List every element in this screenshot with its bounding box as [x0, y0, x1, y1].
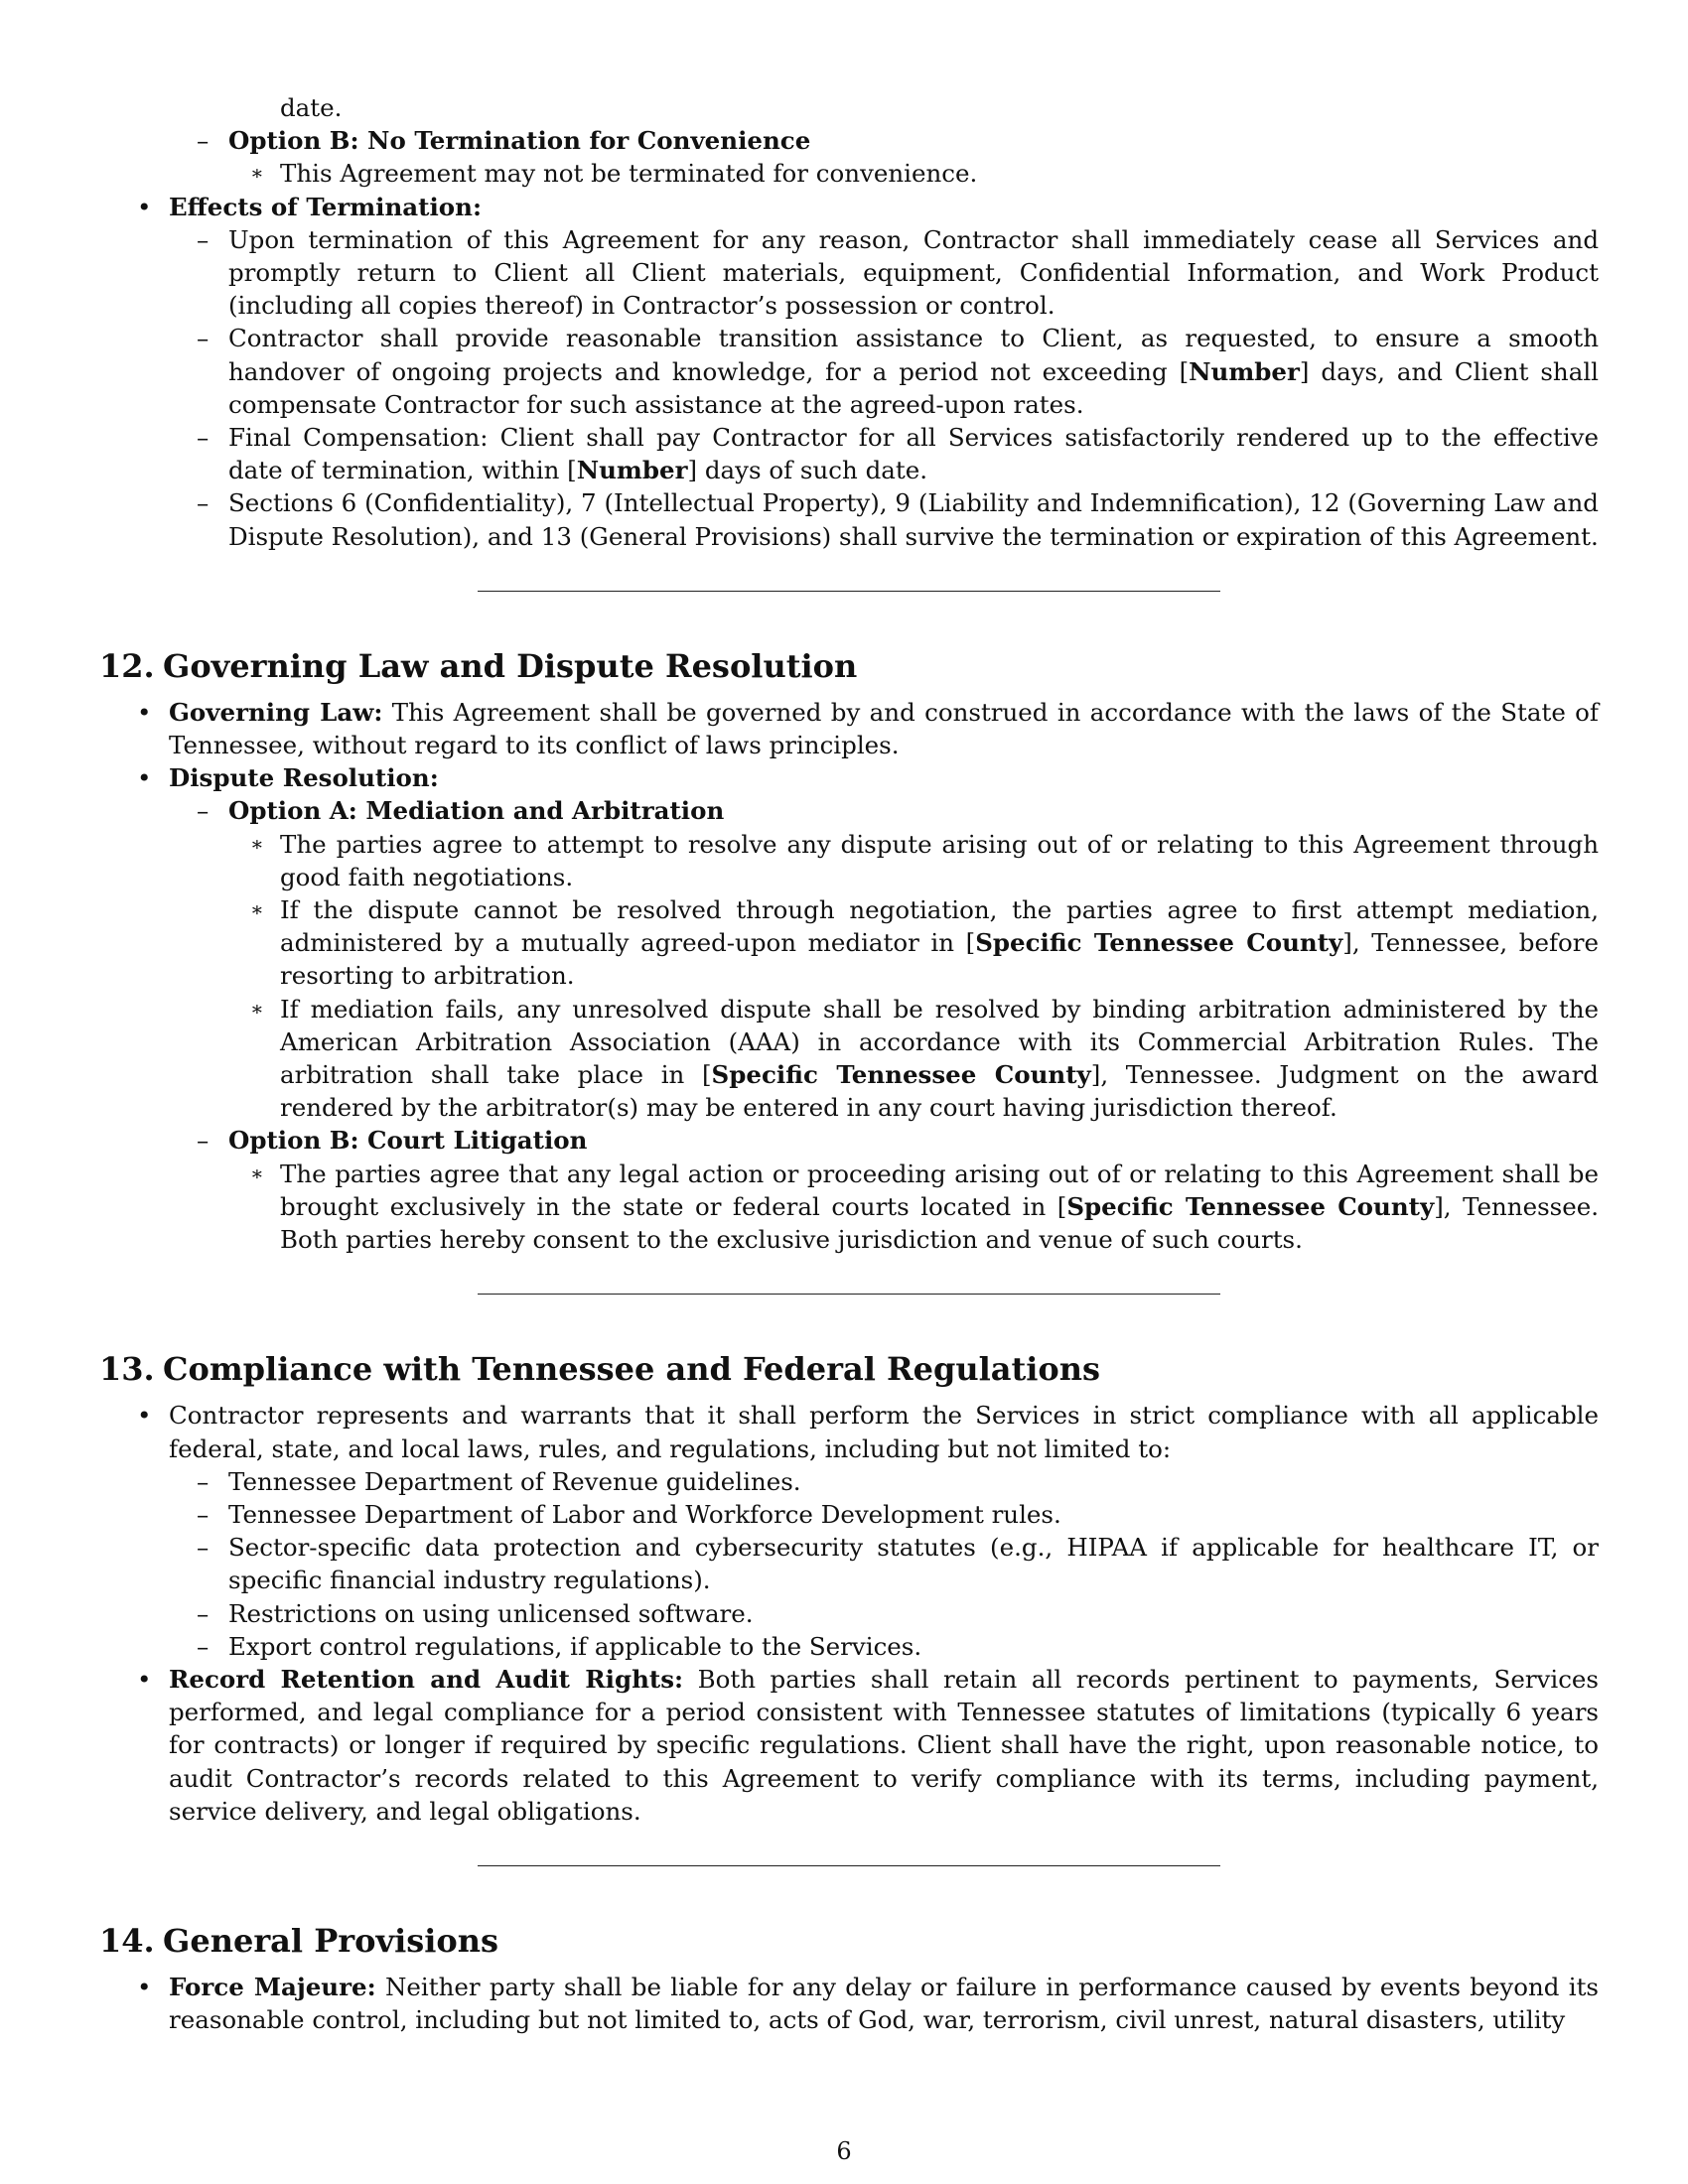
section-14-heading [99, 1921, 1599, 1961]
compliance-item: – Tennessee Department of Labor and Workforce Development rules. [99, 1498, 1599, 1531]
effects-item: – Upon termination of this Agreement for any reason, Contractor shall immediately cease all Services and promptly return to Client all Client materials, equipment, Confidential Information, and Work Product (including all copies thereof) in Contractor’s possession or control. [197, 224, 1599, 321]
effects-item: – Sections 6 (Confidentiality), 7 (Intellectual Property), 9 (Liability and Indemnification), 12 (Governing Law and Dispute Resolution), and 13 (General Provisions) shall survive the termination or expiration of this Agreement. [197, 488, 1599, 551]
option-b-litigation: – Option B: Court Litigation [99, 1124, 1599, 1157]
compliance-item: – Restrictions on using unlicensed software. [99, 1597, 1599, 1630]
option-b-termination: – Option B: No Termination for Convenience [99, 124, 1599, 157]
dash-bullet: – [197, 796, 210, 826]
compliance-intro: • Contractor represents and warrants that it shall perform the Services in strict compliance with all applicable federal, state, and local laws, rules, and regulations, including but not limited to: [137, 1401, 1599, 1463]
section-title: 12. Governing Law and Dispute Resolution [99, 646, 858, 685]
bullet: • [137, 763, 152, 793]
option-a-item: ∗ The parties agree to attempt to resolve any dispute arising out of or relating to this Agreement through good faith negotiations. [250, 829, 1599, 891]
bullet: • [137, 1972, 152, 2001]
asterisk-bullet: ∗ [250, 996, 264, 1021]
continued-line: date. [280, 93, 343, 122]
dash-bullet: – [197, 1533, 210, 1563]
section-divider [478, 591, 1220, 592]
asterisk-bullet: ∗ [250, 1160, 264, 1185]
bullet: • [137, 697, 152, 727]
dispute-resolution: • Dispute Resolution: [99, 761, 1599, 794]
record-retention: • Record Retention and Audit Rights: Both parties shall retain all records pertinent to payments, Services performed, and legal compliance for a period consistent with Tennessee statutes of limitations (typically 6 years for contracts) or longer if required by specific regulations. Client shall have the right, upon reasonable notice, to audit Contractor’s records related to this Agreement to verify compliance with its terms, including payment, service delivery, and legal obligations. [137, 1664, 1599, 1826]
dash-bullet: – [197, 224, 210, 254]
effects-item: – Contractor shall provide reasonable transition assistance to Client, as requested, to ensure a smooth handover of ongoing projects and knowledge, for a period not exceeding [Number] days, and Client shall compensate Contractor for such assistance at the agreed-upon rates. [197, 324, 1599, 419]
section-12-heading [99, 646, 1599, 686]
bullet: • [137, 1401, 152, 1431]
asterisk-bullet: ∗ [250, 897, 264, 922]
effects-item: – Final Compensation: Client shall pay Contractor for all Services satisfactorily rendered up to the effective date of termination, within [Number] days of such date. [197, 423, 1599, 485]
dash-bullet: – [197, 423, 210, 453]
dash-bullet: – [197, 1499, 210, 1529]
dash-bullet: – [197, 1631, 210, 1661]
bullet: • [137, 1664, 152, 1694]
section-title: 13. Compliance with Tennessee and Federal Regulations [99, 1350, 1101, 1389]
dash-bullet: – [197, 1598, 210, 1628]
page-number: 6 [836, 2137, 852, 2165]
page-content [99, 91, 1599, 2036]
compliance-item: – Export control regulations, if applicable to the Services. [99, 1630, 1599, 1663]
dash-bullet: – [197, 1126, 210, 1156]
force-majeure: • Force Majeure: Neither party shall be liable for any delay or failure in performance caused by events beyond its reasonable control, including but not limited to, acts of God, war, terrorism, civil unrest, natural disasters, utility [137, 1972, 1600, 2035]
bullet: • [137, 192, 152, 221]
compliance-item: – Sector-specific data protection and cybersecurity statutes (e.g., HIPAA if applicable for healthcare IT, or specific financial industry regulations). [197, 1533, 1599, 1595]
option-a-item: ∗ If mediation fails, any unresolved dispute shall be resolved by binding arbitration administered by the American Arbitration Association (AAA) in accordance with its Commercial Arbitration Rules. The arbitration shall take place in [Specific Tennessee County], Tennessee. Judgment on the award rendered by the arbitrator(s) may be entered in any court having jurisdiction thereof. [250, 994, 1599, 1123]
section-divider [478, 1865, 1220, 1866]
section-13-heading [99, 1349, 1599, 1389]
dash-bullet: – [197, 324, 210, 353]
dash-bullet: – [197, 126, 210, 156]
option-b-item: ∗ This Agreement may not be terminated for convenience. [99, 157, 1599, 190]
effects-of-termination: • Effects of Termination: [99, 191, 1599, 223]
option-b-item: ∗ The parties agree that any legal action or proceeding arising out of or relating to this Agreement shall be brought exclusively in the state or federal courts located in [Specific Tennessee County], Tennessee. Both parties hereby consent to the exclusive jurisdiction and venue of such courts. [250, 1159, 1599, 1255]
governing-law: • Governing Law: This Agreement shall be governed by and construed in accordance with the laws of the State of Tennessee, without regard to its conflict of laws principles. [137, 697, 1600, 760]
option-a-mediation: – Option A: Mediation and Arbitration [99, 794, 1599, 827]
dash-bullet: – [197, 1466, 210, 1496]
asterisk-bullet: ∗ [250, 161, 264, 186]
dash-bullet: – [197, 488, 210, 518]
compliance-item: – Tennessee Department of Revenue guidelines. [99, 1465, 1599, 1498]
option-a-item: ∗ If the dispute cannot be resolved through negotiation, the parties agree to first attempt mediation, administered by a mutually agreed-upon mediator in [Specific Tennessee County], Tennessee, before resorting to arbitration. [250, 895, 1599, 991]
section-title: 14. General Provisions [99, 1921, 499, 1960]
section-divider [478, 1294, 1220, 1295]
asterisk-bullet: ∗ [250, 831, 264, 856]
